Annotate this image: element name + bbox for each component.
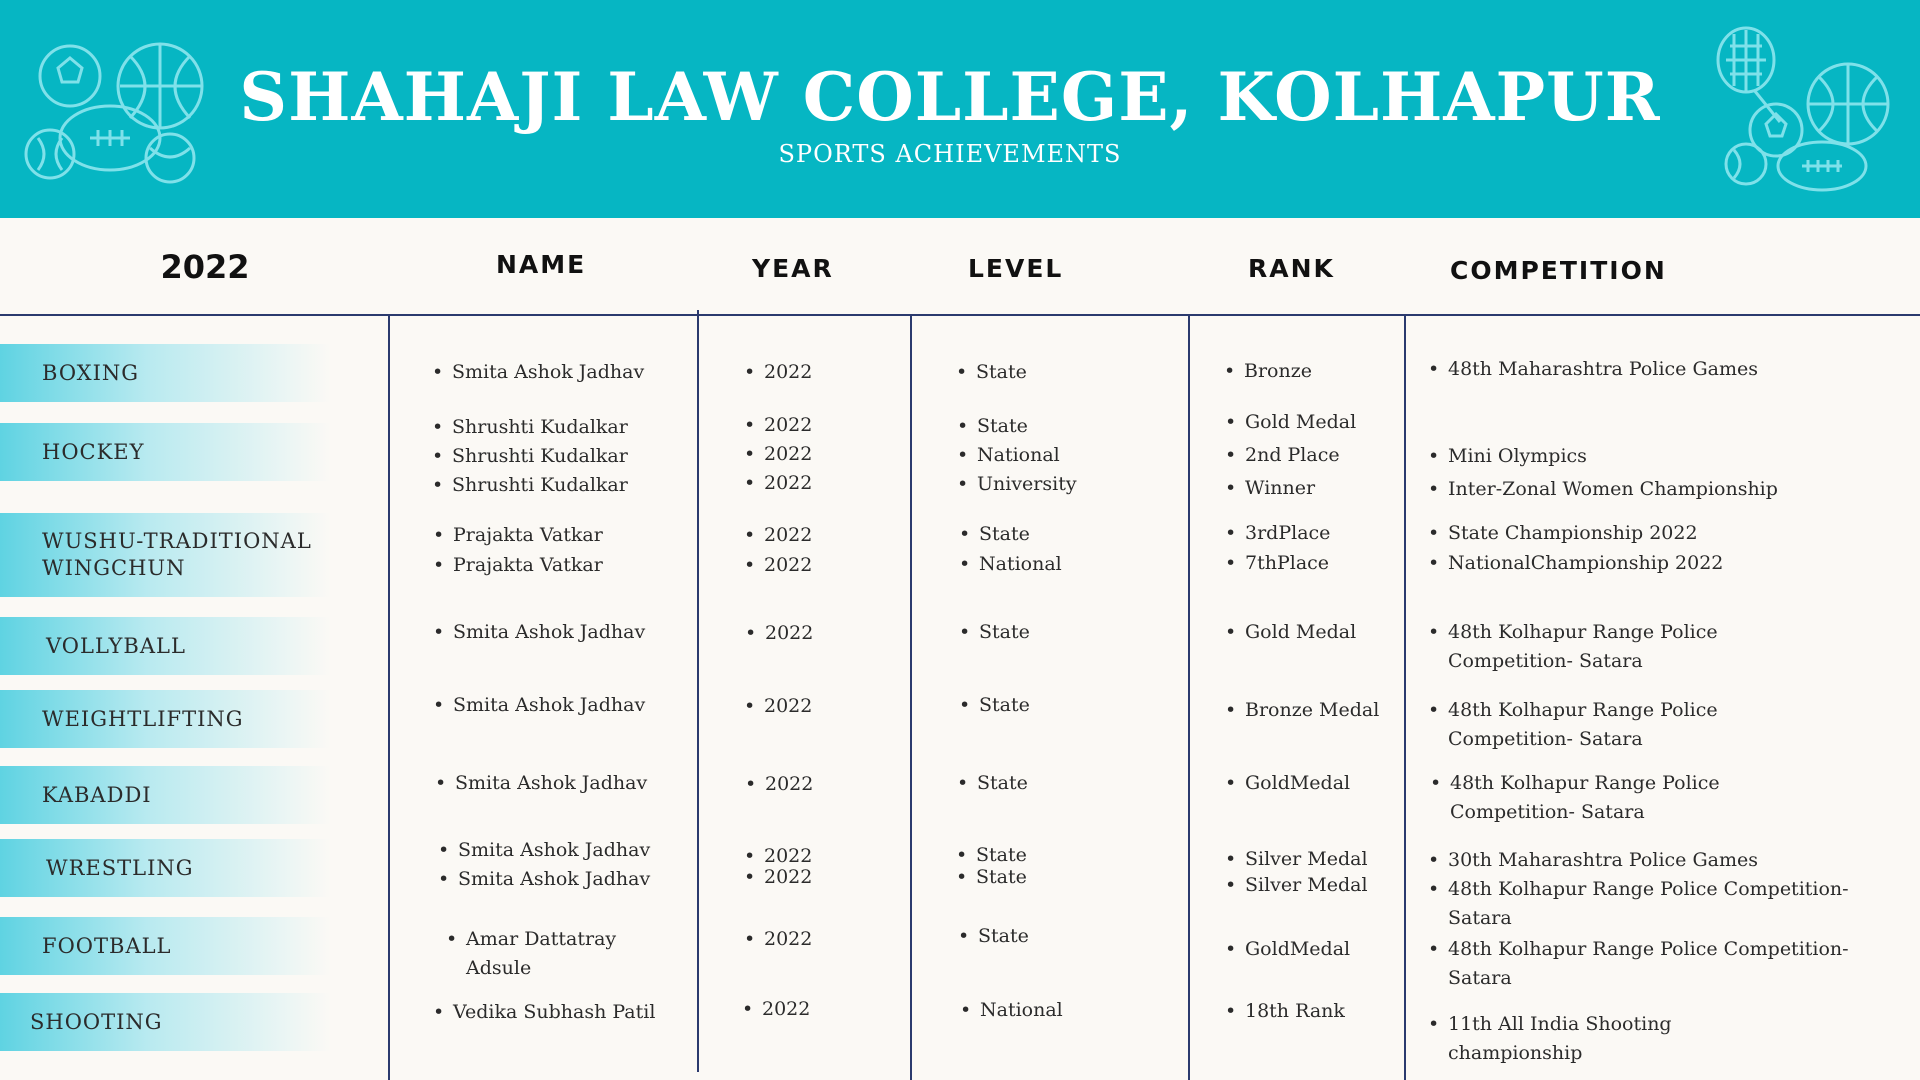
year-cell: [744, 520, 812, 580]
list-item: • 2022: [744, 692, 812, 721]
column-divider: [1188, 316, 1190, 1080]
list-item: • Smita Ashok Jadhav: [433, 691, 645, 720]
rank-cell: [1225, 846, 1368, 898]
sport-label: WUSHU-TRADITIONAL WINGCHUN: [0, 513, 330, 597]
year-cell: [742, 995, 810, 1024]
year-cell: [744, 692, 812, 721]
name-cell: [433, 998, 655, 1027]
sport-label: HOCKEY: [0, 423, 330, 481]
list-item: • Shrushti Kudalkar: [432, 471, 628, 500]
rank-cell: [1225, 696, 1379, 725]
column-header-rank: RANK: [1248, 254, 1335, 283]
list-item: • 48th Kolhapur Range Police Competition- Satara: [1428, 696, 1728, 754]
list-item: • 2022: [744, 925, 812, 954]
sport-label: WRESTLING: [0, 839, 330, 897]
competition-cell: [1428, 846, 1868, 993]
list-item: • GoldMedal: [1225, 935, 1350, 964]
page-subtitle: SPORTS ACHIEVEMENTS: [778, 140, 1122, 168]
list-item: • Gold Medal: [1225, 406, 1356, 439]
list-item: • 48th Kolhapur Range Police Competition- Satara: [1428, 935, 1868, 993]
level-cell: [957, 412, 1077, 499]
column-header-name: NAME: [496, 250, 587, 279]
list-item: • 48th Kolhapur Range Police Competition- Satara: [1430, 769, 1730, 827]
list-item: • National: [960, 996, 1063, 1025]
level-cell: [959, 618, 1030, 647]
list-item: • State: [956, 866, 1027, 888]
list-item: • State: [959, 618, 1030, 647]
year-cell: [745, 619, 813, 648]
rank-cell: [1225, 406, 1356, 505]
list-item: • Amar Dattatray Adsule: [446, 925, 646, 983]
list-item: • Gold Medal: [1225, 618, 1356, 647]
year-cell: [744, 411, 812, 498]
list-item: • 2022: [744, 469, 812, 498]
list-item: • State: [959, 519, 1062, 549]
competition-cell: [1430, 769, 1730, 827]
year-cell: [744, 358, 812, 387]
list-item: • 2022: [745, 770, 813, 799]
list-item: • Prajakta Vatkar: [433, 550, 603, 580]
list-item: • 2022: [744, 867, 812, 888]
list-item: • State: [956, 844, 1027, 866]
list-item: • Silver Medal: [1225, 872, 1368, 898]
sport-label: BOXING: [0, 344, 330, 402]
column-divider: [1404, 316, 1406, 1080]
competition-cell: [1428, 618, 1728, 676]
list-item: • State: [957, 769, 1028, 798]
competition-cell: [1428, 696, 1728, 754]
list-item: • 2022: [744, 846, 812, 867]
list-item: • Smita Ashok Jadhav: [433, 618, 645, 647]
list-item: • 48th Kolhapur Range Police Competition- Satara: [1428, 875, 1868, 933]
sport-label: FOOTBALL: [0, 917, 330, 975]
name-cell: [432, 358, 644, 387]
year-cell: [745, 770, 813, 799]
competition-cell: [1428, 440, 1778, 506]
level-cell: [958, 922, 1029, 951]
list-item: • Prajakta Vatkar: [433, 520, 603, 550]
competition-cell: [1428, 1010, 1728, 1068]
list-item: • 2nd Place: [1225, 439, 1356, 472]
list-item: • Shrushti Kudalkar: [432, 413, 628, 442]
list-item: • Winner: [1225, 472, 1356, 505]
column-header-level: LEVEL: [968, 254, 1064, 283]
rank-cell: [1225, 997, 1345, 1026]
name-cell: [435, 769, 647, 798]
level-cell: [957, 769, 1028, 798]
competition-cell: [1428, 518, 1723, 578]
column-divider: [697, 310, 699, 1072]
list-item: • 18th Rank: [1225, 997, 1345, 1026]
sport-label: KABADDI: [0, 766, 330, 824]
list-item: • Smita Ashok Jadhav: [438, 836, 650, 865]
list-item: • Smita Ashok Jadhav: [435, 769, 647, 798]
list-item: • 3rdPlace: [1225, 518, 1330, 548]
list-item: • 2022: [744, 440, 812, 469]
sport-label: SHOOTING: [0, 993, 330, 1051]
sport-label: WEIGHTLIFTING: [0, 690, 330, 748]
column-divider: [910, 316, 912, 1080]
name-cell: [446, 925, 646, 983]
year-heading: 2022: [160, 248, 250, 286]
list-item: • 11th All India Shooting championship: [1428, 1010, 1728, 1068]
list-item: • Inter-Zonal Women Championship: [1428, 473, 1778, 506]
rank-cell: [1224, 357, 1312, 386]
sport-label: VOLLYBALL: [0, 617, 330, 675]
year-cell: [744, 846, 812, 888]
list-item: • 2022: [744, 520, 812, 550]
column-divider: [388, 316, 390, 1080]
list-item: • GoldMedal: [1225, 769, 1350, 798]
list-item: • 48th Maharashtra Police Games: [1428, 355, 1758, 384]
list-item: • 2022: [744, 358, 812, 387]
list-item: • Silver Medal: [1225, 846, 1368, 872]
list-item: • National: [957, 441, 1077, 470]
list-item: • Bronze Medal: [1225, 696, 1379, 725]
list-item: • State: [959, 691, 1030, 720]
name-cell: [432, 413, 628, 500]
header-divider: [0, 314, 1920, 316]
year-cell: [744, 925, 812, 954]
list-item: • Smita Ashok Jadhav: [432, 358, 644, 387]
list-item: • Bronze: [1224, 357, 1312, 386]
list-item: • State: [958, 922, 1029, 951]
name-cell: [433, 618, 645, 647]
list-item: • NationalChampionship 2022: [1428, 548, 1723, 578]
header-banner: [0, 0, 1920, 218]
rank-cell: [1225, 769, 1350, 798]
level-cell: [956, 358, 1027, 387]
rank-cell: [1225, 518, 1330, 578]
name-cell: [438, 836, 650, 894]
list-item: • Vedika Subhash Patil: [433, 998, 655, 1027]
list-item: • Mini Olympics: [1428, 440, 1778, 473]
list-item: • State Championship 2022: [1428, 518, 1723, 548]
level-cell: [956, 844, 1027, 888]
level-cell: [959, 691, 1030, 720]
list-item: • 2022: [744, 411, 812, 440]
list-item: • 7thPlace: [1225, 548, 1330, 578]
list-item: • State: [957, 412, 1077, 441]
list-item: • Shrushti Kudalkar: [432, 442, 628, 471]
rank-cell: [1225, 935, 1350, 964]
column-header-competition: COMPETITION: [1450, 256, 1667, 285]
list-item: • State: [956, 358, 1027, 387]
list-item: • 2022: [742, 995, 810, 1024]
list-item: • 2022: [744, 550, 812, 580]
list-item: • University: [957, 470, 1077, 499]
name-cell: [433, 691, 645, 720]
page-title: SHAHAJI LAW COLLEGE, KOLHAPUR: [239, 58, 1661, 136]
list-item: • National: [959, 549, 1062, 579]
column-header-year: YEAR: [752, 254, 834, 283]
list-item: • 2022: [745, 619, 813, 648]
level-cell: [959, 519, 1062, 579]
level-cell: [960, 996, 1063, 1025]
list-item: • Smita Ashok Jadhav: [438, 865, 650, 894]
list-item: • 48th Kolhapur Range Police Competition- Satara: [1428, 618, 1728, 676]
competition-cell: [1428, 355, 1758, 384]
rank-cell: [1225, 618, 1356, 647]
list-item: • 30th Maharashtra Police Games: [1428, 846, 1868, 875]
name-cell: [433, 520, 603, 580]
